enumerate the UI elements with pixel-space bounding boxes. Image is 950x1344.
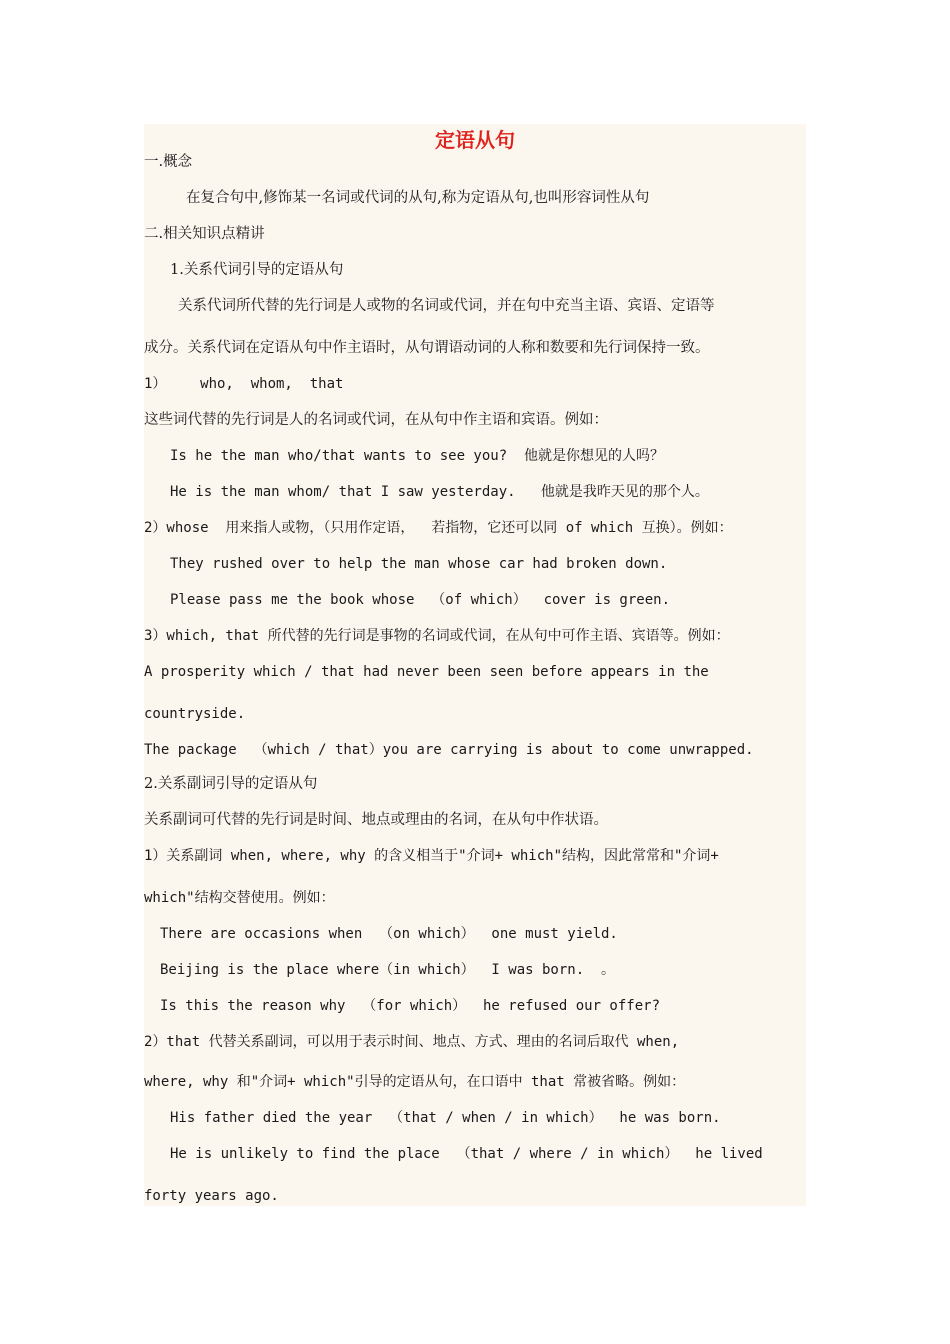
text-line: countryside. — [144, 706, 246, 722]
text-line: 2.关系副词引导的定语从句 — [144, 776, 318, 792]
text-line: His father died the year （that / when / in which） he was born. — [170, 1110, 721, 1126]
text-line: The package （which / that）you are carrying is about to come unwrapped. — [144, 742, 754, 758]
text-line: which"结构交替使用。例如： — [144, 890, 335, 906]
text-line: Is he the man who/that wants to see you? 他就是你想见的人吗？ — [170, 448, 665, 464]
text-line: forty years ago. — [144, 1188, 279, 1204]
text-line: 成分。关系代词在定语从句中作主语时，从句谓语动词的人称和数要和先行词保持一致。 — [144, 340, 710, 356]
text-line: 2）that 代替关系副词，可以用于表示时间、地点、方式、理由的名词后取代 when, — [144, 1034, 680, 1050]
text-line: 1）关系副词 when, where, why 的含义相当于"介词+ which"结构，因此常常和"介词+ — [144, 848, 719, 864]
text-line: 1.关系代词引导的定语从句 — [170, 262, 344, 278]
text-line: 1） who, whom, that — [144, 376, 344, 392]
text-line: 3）which, that 所代替的先行词是事物的名词或代词，在从句中可作主语、宾语等。例如： — [144, 628, 730, 644]
text-line: where, why 和"介词+ which"引导的定语从句，在口语中 that 常被省略。例如： — [144, 1074, 686, 1090]
text-line: 2）whose 用来指人或物，（只用作定语， 若指物，它还可以同 of which 互换）。例如： — [144, 520, 733, 536]
text-line: He is unlikely to find the place （that / where / in which） he lived — [170, 1146, 763, 1162]
text-line: 这些词代替的先行词是人的名词或代词，在从句中作主语和宾语。例如： — [144, 412, 608, 428]
document-page — [144, 124, 806, 1206]
text-line: 一.概念 — [144, 154, 193, 170]
text-line: Please pass me the book whose （of which） cover is green. — [170, 592, 671, 608]
text-line: 在复合句中,修饰某一名词或代词的从句,称为定语从句,也叫形容词性从句 — [186, 190, 650, 206]
text-line: 关系副词可代替的先行词是时间、地点或理由的名词，在从句中作状语。 — [144, 812, 608, 828]
text-line: Is this the reason why （for which） he refused our offer? — [160, 998, 661, 1014]
document-title: 定语从句 — [435, 128, 515, 152]
text-line: He is the man whom/ that I saw yesterday. 他就是我昨天见的那个人。 — [170, 484, 709, 500]
text-line: They rushed over to help the man whose car had broken down. — [170, 556, 668, 572]
text-line: A prosperity which / that had never been seen before appears in the — [144, 664, 709, 680]
text-line: There are occasions when （on which） one must yield. — [160, 926, 618, 942]
text-line: 二.相关知识点精讲 — [144, 226, 265, 242]
text-line: 关系代词所代替的先行词是人或物的名词或代词，并在句中充当主语、宾语、定语等 — [178, 298, 715, 314]
text-line: Beijing is the place where（in which） I was born. 。 — [160, 962, 616, 978]
